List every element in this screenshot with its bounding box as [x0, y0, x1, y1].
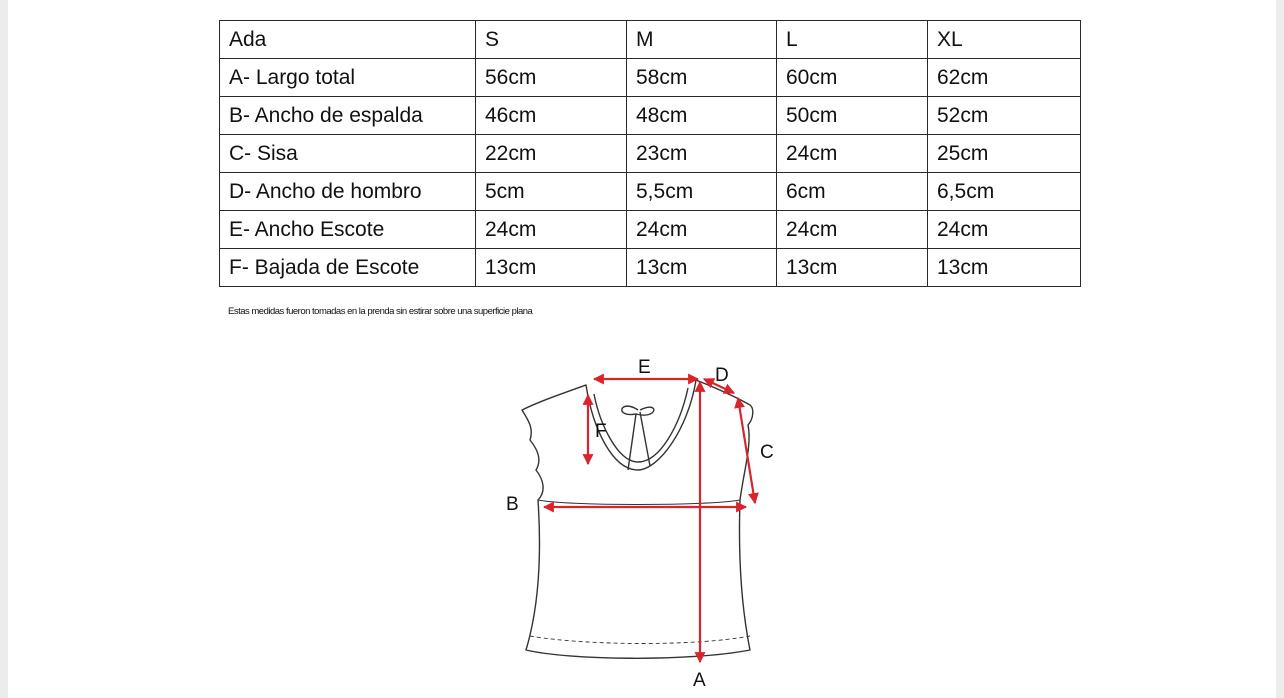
measure-value: 6,5cm: [928, 173, 1081, 211]
measure-value: 62cm: [928, 59, 1081, 97]
table-row: [220, 59, 1081, 97]
label-b: B: [506, 494, 519, 515]
measure-value: 56cm: [476, 59, 627, 97]
measurement-lines: [544, 379, 755, 662]
measure-value: 52cm: [928, 97, 1081, 135]
measure-value: 5,5cm: [627, 173, 777, 211]
table-row: [220, 211, 1081, 249]
measure-value: 5cm: [476, 173, 627, 211]
table-row: [220, 97, 1081, 135]
measure-value: 58cm: [627, 59, 777, 97]
measure-label: A- Largo total: [220, 59, 476, 97]
measure-value: 48cm: [627, 97, 777, 135]
garment-diagram: [488, 345, 798, 695]
measure-value: 6cm: [777, 173, 928, 211]
table-row: [220, 135, 1081, 173]
table-header-row: [220, 21, 1081, 59]
size-table: [219, 20, 1081, 287]
measure-value: 24cm: [777, 135, 928, 173]
table-row: [220, 249, 1081, 287]
header-cell-size-l: L: [777, 21, 928, 59]
measure-label: E- Ancho Escote: [220, 211, 476, 249]
table-row: [220, 173, 1081, 211]
header-cell-size-s: S: [476, 21, 627, 59]
measure-value: 13cm: [777, 249, 928, 287]
measure-label: F- Bajada de Escote: [220, 249, 476, 287]
measure-value: 24cm: [928, 211, 1081, 249]
measure-value: 25cm: [928, 135, 1081, 173]
blouse-outline: [522, 380, 753, 658]
measure-value: 46cm: [476, 97, 627, 135]
measure-value: 24cm: [627, 211, 777, 249]
measure-label: C- Sisa: [220, 135, 476, 173]
label-c: C: [760, 442, 774, 463]
label-d: D: [715, 365, 729, 386]
measure-value: 23cm: [627, 135, 777, 173]
measure-value: 50cm: [777, 97, 928, 135]
header-cell-model: Ada: [220, 21, 476, 59]
measure-label: D- Ancho de hombro: [220, 173, 476, 211]
measure-label: B- Ancho de espalda: [220, 97, 476, 135]
measure-value: 24cm: [476, 211, 627, 249]
label-e: E: [638, 357, 651, 378]
measure-value: 60cm: [777, 59, 928, 97]
measure-value: 13cm: [476, 249, 627, 287]
size-guide-page: [8, 0, 1276, 698]
label-f: F: [595, 421, 607, 442]
measure-value: 13cm: [627, 249, 777, 287]
label-a: A: [693, 670, 706, 691]
measure-value: 13cm: [928, 249, 1081, 287]
measurement-note: Estas medidas fueron tomadas en la prenda sin estirar sobre una superficie plana: [228, 306, 533, 317]
header-cell-size-m: M: [627, 21, 777, 59]
measure-value: 22cm: [476, 135, 627, 173]
header-cell-size-xl: XL: [928, 21, 1081, 59]
measure-value: 24cm: [777, 211, 928, 249]
